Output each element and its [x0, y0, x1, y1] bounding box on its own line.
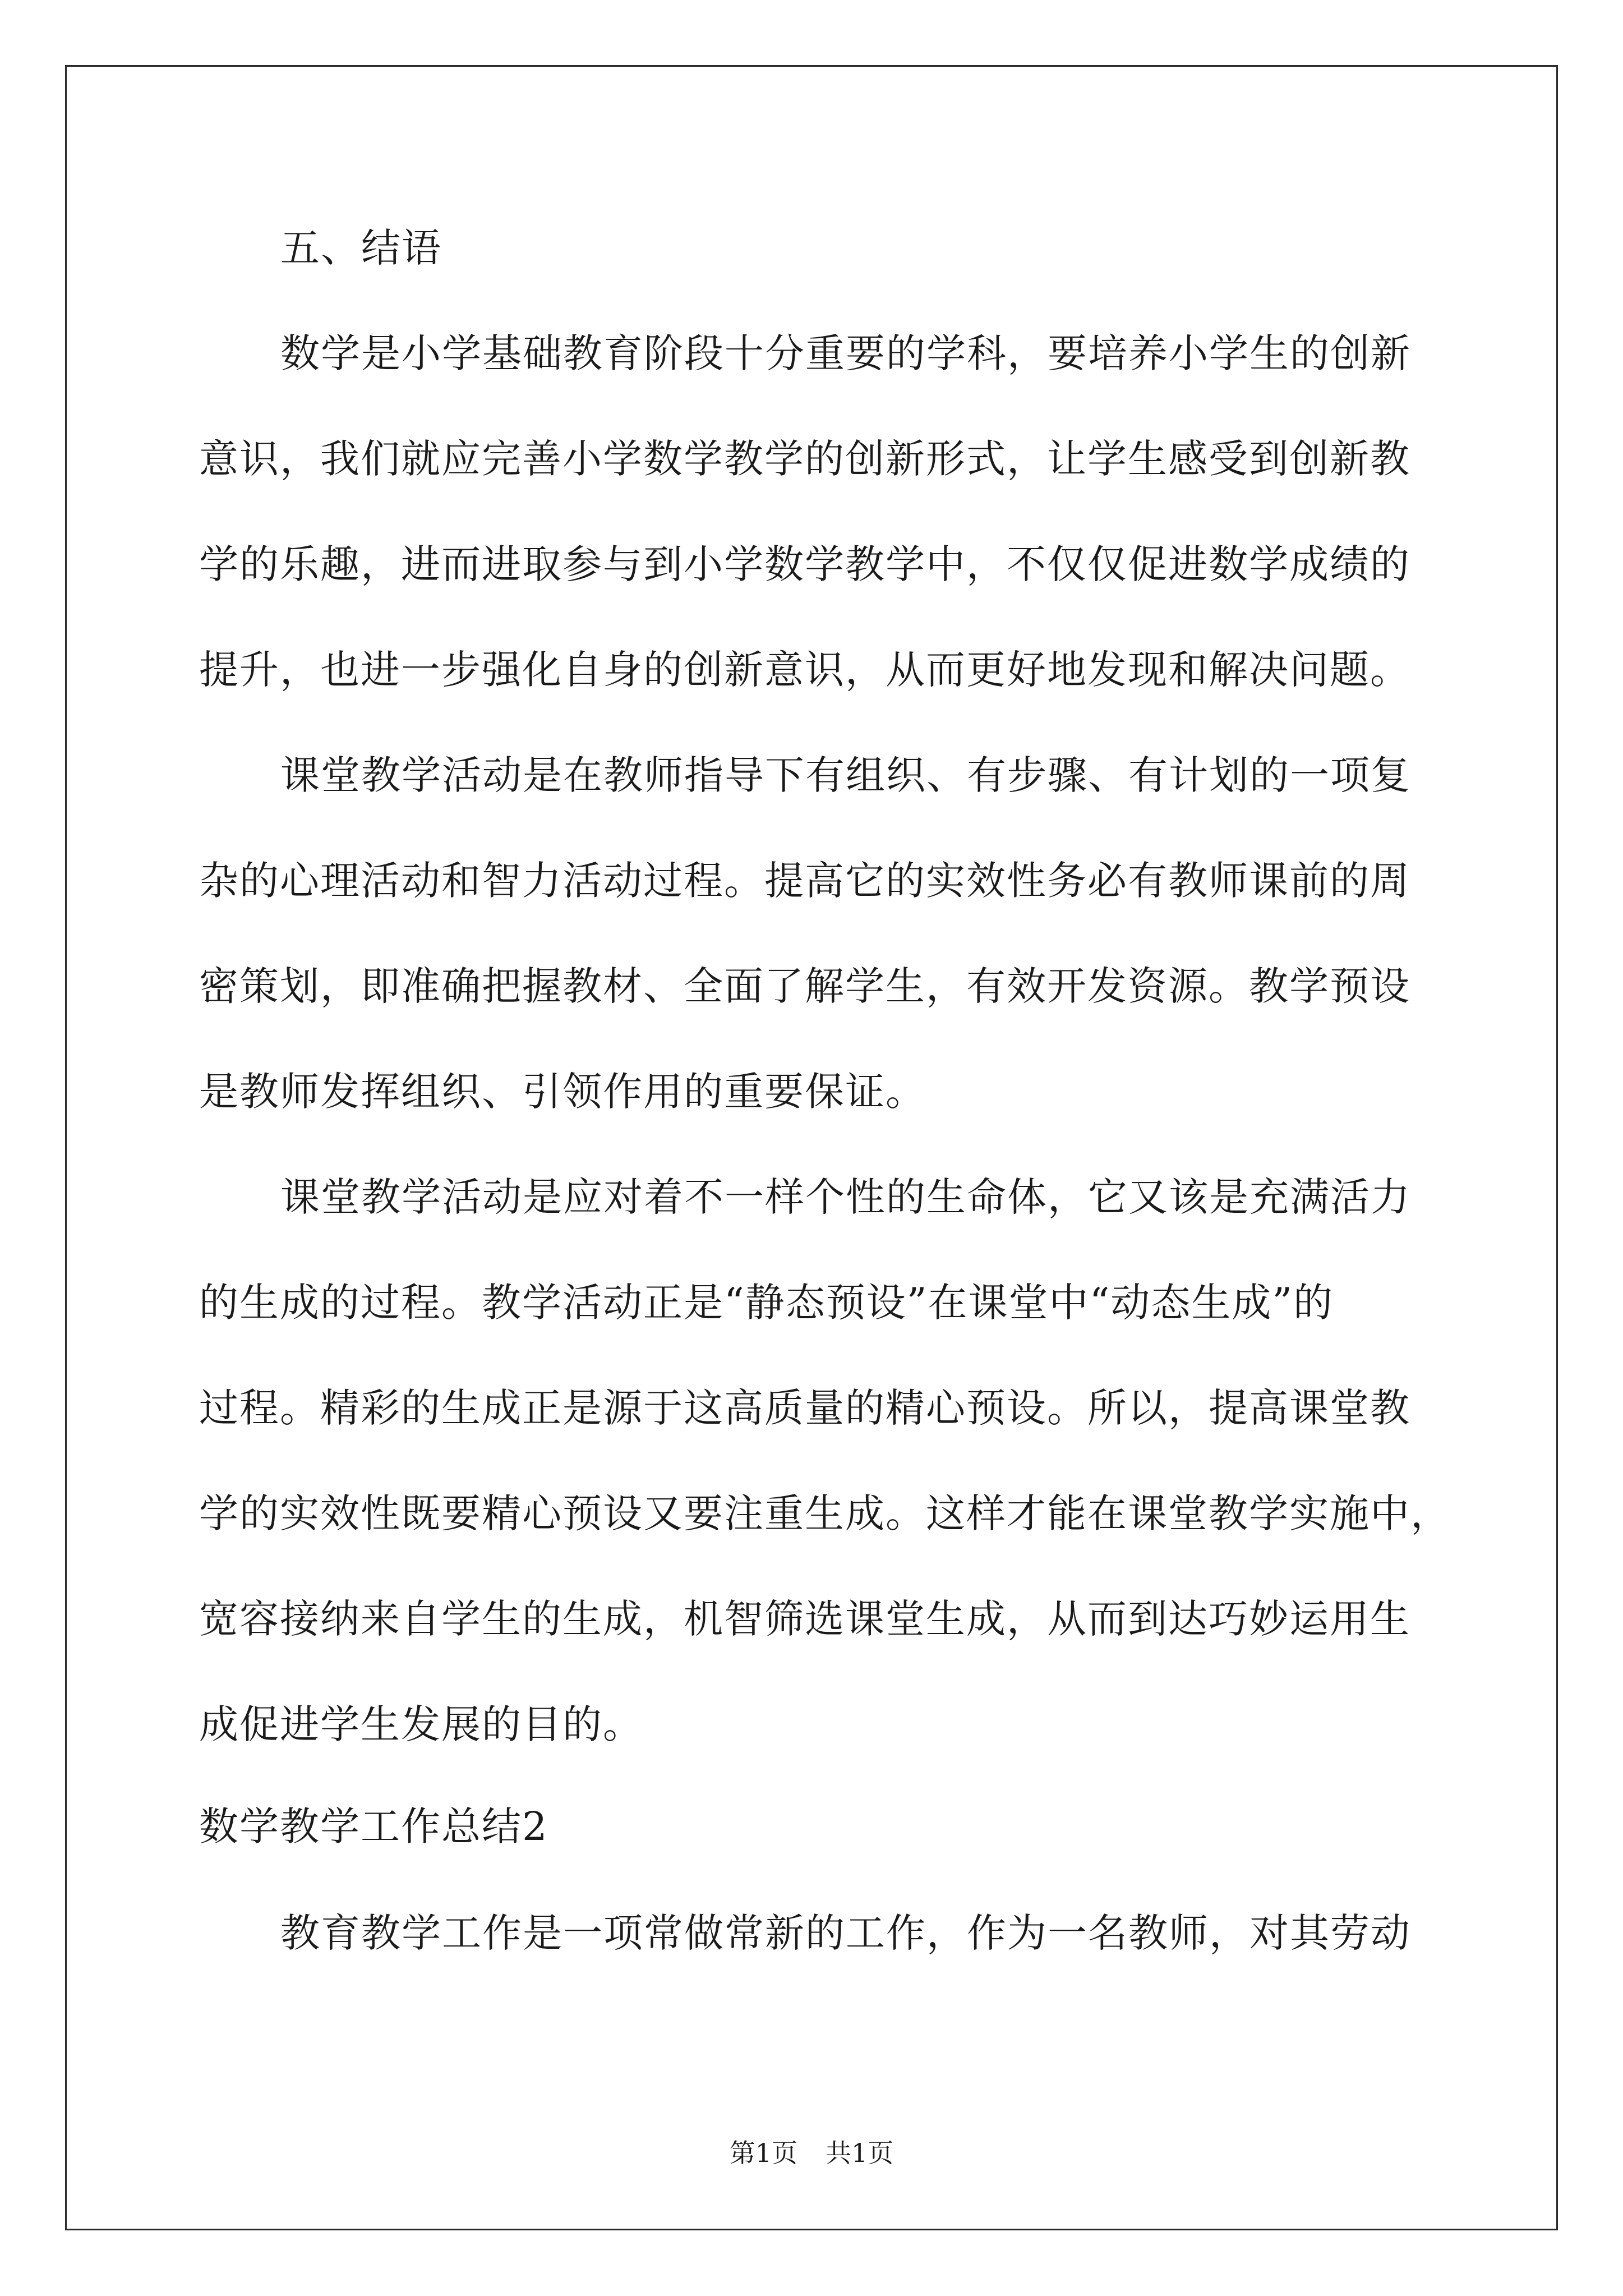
page-footer: [0, 2136, 1623, 2170]
paragraph-2-line-3: 密策划，即准确把握教材、全面了解学生，有效开发资源。教学预设: [199, 963, 1410, 1009]
paragraph-1-line-2: 意识，我们就应完善小学数学教学的创新形式，让学生感受到创新教: [199, 436, 1410, 482]
paragraph-3-line-5: 宽容接纳来自学生的生成，机智筛选课堂生成，从而到达巧妙运用生: [199, 1596, 1410, 1642]
paragraph-2-line-1: 课堂教学活动是在教师指导下有组织、有步骤、有计划的一项复: [280, 752, 1411, 798]
paragraph-3-line-3: 过程。精彩的生成正是源于这高质量的精心预设。所以，提高课堂教: [199, 1385, 1410, 1431]
paragraph-4-line-1: 教育教学工作是一项常做常新的工作，作为一名教师，对其劳动: [280, 1910, 1411, 1956]
section-heading: 五、结语: [280, 225, 442, 271]
paragraph-3-line-2: 的生成的过程。教学活动正是“静态预设”在课堂中“动态生成”的: [199, 1280, 1334, 1326]
paragraph-1-line-3: 学的乐趣，进而进取参与到小学数学教学中，不仅仅促进数学成绩的: [199, 541, 1410, 587]
paragraph-3-line-1: 课堂教学活动是应对着不一样个性的生命体，它又该是充满活力: [280, 1174, 1411, 1220]
paragraph-3-line-4: 学的实效性既要精心预设又要注重生成。这样才能在课堂教学实施中，: [199, 1490, 1451, 1536]
paragraph-2-line-4: 是教师发挥组织、引领作用的重要保证。: [199, 1069, 926, 1115]
paragraph-3-line-6: 成促进学生发展的目的。: [199, 1701, 643, 1747]
page-total: 共1页: [826, 2138, 894, 2168]
page-border: [65, 65, 1558, 2230]
paragraph-1-line-1: 数学是小学基础教育阶段十分重要的学科，要培养小学生的创新: [280, 330, 1411, 376]
article-title: 数学教学工作总结2: [199, 1803, 548, 1849]
page-number: 第1页: [729, 2138, 797, 2168]
paragraph-1-line-4: 提升，也进一步强化自身的创新意识，从而更好地发现和解决问题。: [199, 647, 1410, 693]
paragraph-2-line-2: 杂的心理活动和智力活动过程。提高它的实效性务必有教师课前的周: [199, 858, 1410, 904]
